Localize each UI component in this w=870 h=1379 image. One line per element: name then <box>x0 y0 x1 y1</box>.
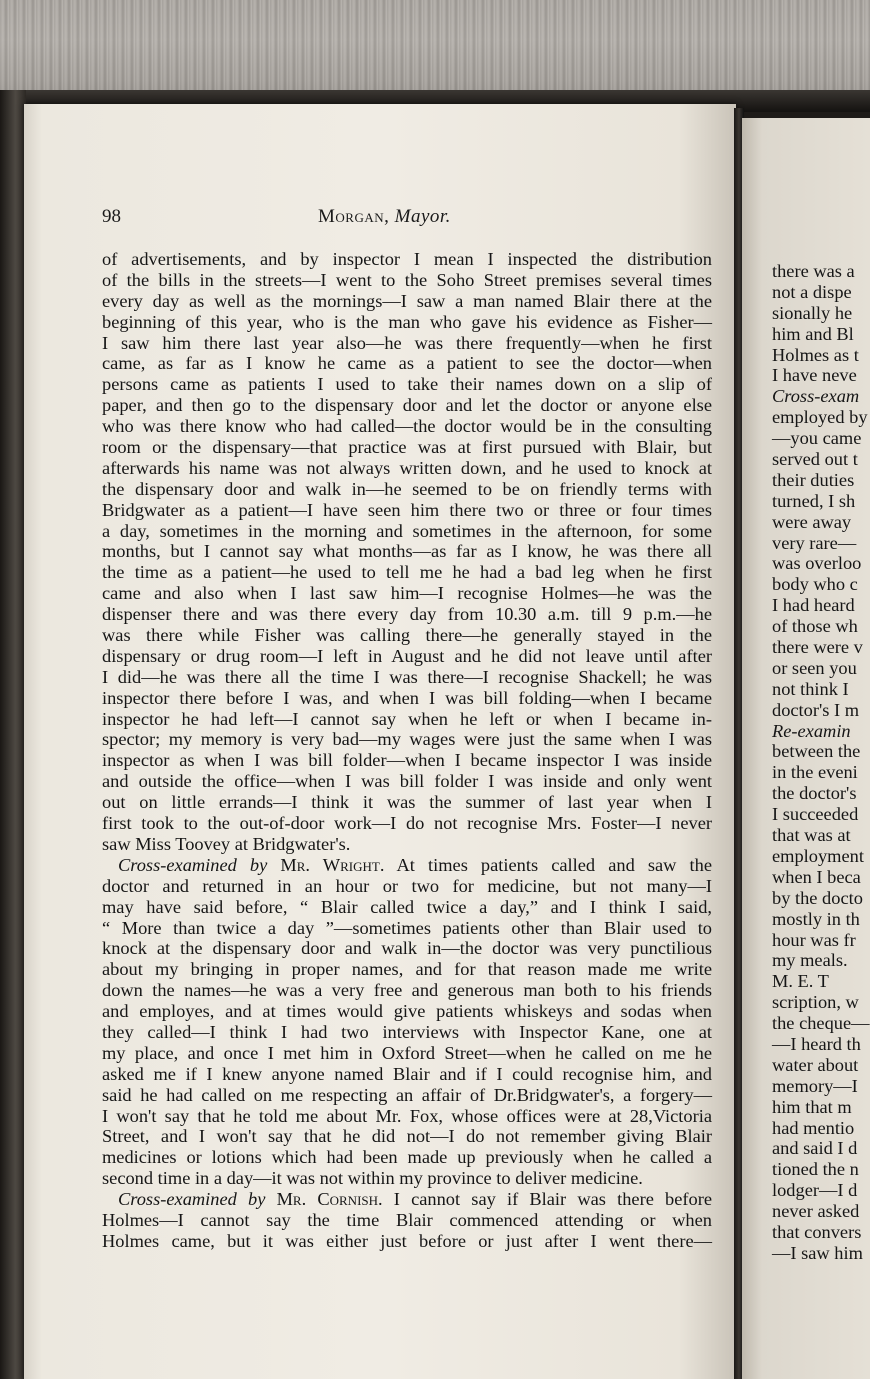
running-head <box>0 206 870 230</box>
text-line <box>102 1210 712 1231</box>
text-line <box>102 353 712 374</box>
facing-text-line <box>772 1201 870 1222</box>
line-text: may have said before, “ Blair called twice a day,” and I think I said, <box>102 896 712 917</box>
line-text: I cannot say if Blair was there before <box>382 1189 712 1210</box>
facing-line-text: mostly in th <box>772 908 860 929</box>
facing-line-text: him and Bl <box>772 323 854 344</box>
text-line <box>102 479 712 500</box>
running-head-office: Mayor. <box>394 206 451 227</box>
facing-line-text: doctor's I m <box>772 699 860 720</box>
facing-text-line <box>772 616 870 637</box>
line-text: knock at the dispensary door and walk in—the doctor was very punctilious <box>102 938 712 959</box>
line-text: At times patients called and saw the <box>384 854 713 875</box>
text-line <box>102 541 712 562</box>
facing-line-text: of those wh <box>772 616 858 637</box>
text-line <box>102 500 712 521</box>
line-text: and outside the office—when I was bill folder I was inside and only went <box>102 771 712 792</box>
facing-text-line <box>772 721 870 742</box>
facing-line-text: that convers <box>772 1221 862 1242</box>
line-text: paper, and then go to the dispensary door and let the doctor or anyone else <box>102 395 712 416</box>
facing-line-text: lodger—I d <box>772 1180 858 1201</box>
text-line <box>102 312 712 333</box>
facing-line-text: were away <box>772 511 852 532</box>
text-line <box>102 980 712 1001</box>
page-number: 98 <box>102 206 121 227</box>
line-text: doctor and returned in an hour or two for medicine, but not many—I <box>102 875 712 896</box>
facing-text-line <box>772 595 870 616</box>
facing-line-text: M. E. T <box>772 971 829 992</box>
facing-line-text: employed by <box>772 407 868 428</box>
line-text: the time as a patient—he used to tell me he had a bad leg when he first <box>102 562 712 583</box>
facing-text-line <box>772 741 870 762</box>
facing-line-text: their duties <box>772 469 855 490</box>
facing-text-line <box>772 345 870 366</box>
facing-line-text: scription, w <box>772 992 859 1013</box>
running-head-name: Morgan, <box>318 206 390 227</box>
facing-line-text: very rare— <box>772 532 857 553</box>
facing-line-text: never asked <box>772 1201 860 1222</box>
facing-text-line <box>772 324 870 345</box>
text-line <box>102 395 712 416</box>
line-text: inspector as when I was bill folder—when I became inspector I was inside <box>102 750 712 771</box>
text-line <box>102 729 712 750</box>
facing-line-text: memory—I <box>772 1075 858 1096</box>
facing-speaker-label: Re-examin <box>772 720 851 741</box>
facing-text-line <box>772 992 870 1013</box>
facing-line-text: between the <box>772 741 861 762</box>
text-line <box>102 750 712 771</box>
line-text: first took to the out-of-door work—I do not recognise Mrs. Foster—I never <box>102 813 712 834</box>
text-line <box>102 1022 712 1043</box>
line-text: inspector there before I was, and when I was bill folding—when I became <box>102 687 712 708</box>
facing-text-line <box>772 1076 870 1097</box>
text-line <box>102 1231 712 1252</box>
line-text: I saw him there last year also—he was there frequently—when he first <box>102 332 712 353</box>
line-text: beginning of this year, who is the man who gave his evidence as Fisher— <box>102 311 712 332</box>
text-line <box>102 1064 712 1085</box>
line-text: said he had called on me respecting an affair of Dr.Bridgwater's, a forgery— <box>102 1084 712 1105</box>
facing-line-text: water about <box>772 1054 859 1075</box>
facing-text-line <box>772 282 870 303</box>
line-text: was there while Fisher was calling there—he generally stayed in the <box>102 625 712 646</box>
facing-line-text: or seen you <box>772 657 857 678</box>
line-text: every day as well as the mornings—I saw a man named Blair there at the <box>102 290 712 311</box>
line-text: the dispensary door and walk in—he seemed to be on friendly terms with <box>102 478 712 499</box>
text-line <box>102 1085 712 1106</box>
line-text: they called—I think I had two interviews with Inspector Kane, one at <box>102 1021 712 1042</box>
facing-text-line <box>772 700 870 721</box>
facing-text-line <box>772 261 870 282</box>
facing-text-line <box>772 1118 870 1139</box>
facing-text-line <box>772 679 870 700</box>
line-text: medicines or lotions which had been made up previously when he called a <box>102 1147 712 1168</box>
facing-line-text: turned, I sh <box>772 490 856 511</box>
text-line <box>102 876 712 897</box>
line-text: my place, and once I met him in Oxford Street—when he called on me he <box>102 1042 712 1063</box>
facing-text-line <box>772 1013 870 1034</box>
line-text: came, as far as I know he came as a patient to see the doctor—when <box>102 353 712 374</box>
text-line <box>102 709 712 730</box>
line-text: who was there know who had called—the doctor would be in the consulting <box>102 416 712 437</box>
facing-line-text: hour was fr <box>772 929 856 950</box>
facing-line-text: not a dispe <box>772 281 852 302</box>
facing-line-text: my meals. <box>772 950 848 971</box>
facing-text-line <box>772 762 870 783</box>
facing-text-line <box>772 553 870 574</box>
facing-text-line <box>772 930 870 951</box>
text-line <box>102 1001 712 1022</box>
line-text: asked me if I knew anyone named Blair and if I could recognise him, and <box>102 1063 712 1084</box>
line-text: second time in a day—it was not within my province to deliver medicine. <box>102 1168 643 1189</box>
facing-line-text: body who c <box>772 574 858 595</box>
facing-line-text: —you came <box>772 428 862 449</box>
text-line <box>102 959 712 980</box>
book-top-edge <box>0 0 870 96</box>
line-text: afterwards his name was not always written down, and he used to knock at <box>102 457 712 478</box>
text-line <box>102 521 712 542</box>
text-line <box>102 1106 712 1127</box>
facing-text-line <box>772 533 870 554</box>
line-text: out on little errands—I think it was the summer of last year when I <box>102 792 712 813</box>
facing-line-text: Holmes as t <box>772 344 859 365</box>
facing-line-text: I have neve <box>772 365 857 386</box>
facing-text-line <box>772 909 870 930</box>
facing-line-text: served out t <box>772 449 858 470</box>
text-line <box>102 855 712 876</box>
left-page-edge <box>0 90 26 1379</box>
facing-text-line <box>772 867 870 888</box>
text-line <box>102 792 712 813</box>
running-head-title <box>318 206 451 228</box>
facing-text-line <box>772 365 870 386</box>
facing-line-text: I had heard <box>772 595 855 616</box>
facing-line-text: there were v <box>772 637 863 658</box>
line-text: of the bills in the streets—I went to the Soho Street premises several times <box>102 269 712 290</box>
text-line <box>102 333 712 354</box>
facing-line-text: him that m <box>772 1096 852 1117</box>
facing-text-line <box>772 512 870 533</box>
facing-text-line <box>772 1097 870 1118</box>
facing-line-text: —I heard th <box>772 1033 861 1054</box>
line-text: Holmes came, but it was either just before or just after I went there— <box>102 1230 712 1251</box>
line-text: and employes, and at times would give patients whiskeys and sodas when <box>102 1001 712 1022</box>
line-text: a day, sometimes in the morning and sometimes in the afternoon, for some <box>102 520 712 541</box>
text-line <box>102 667 712 688</box>
facing-text-line <box>772 1243 870 1264</box>
counsel-name: Mr. Cornish. <box>276 1189 383 1210</box>
facing-speaker-label: Cross-exam <box>772 386 860 407</box>
text-line <box>102 291 712 312</box>
text-line <box>102 834 712 855</box>
text-line <box>102 1168 712 1189</box>
speaker-label: Cross-examined by <box>118 854 268 875</box>
facing-text-line <box>772 783 870 804</box>
line-text: room or the dispensary—that practice was at first pursued with Blair, but <box>102 437 712 458</box>
text-line <box>102 1189 712 1210</box>
counsel-name: Mr. Wright. <box>280 854 385 875</box>
text-line <box>102 437 712 458</box>
line-text: of advertisements, and by inspector I mean I inspected the distribution <box>102 249 712 269</box>
facing-line-text: and said I d <box>772 1138 858 1159</box>
facing-line-text: by the docto <box>772 887 863 908</box>
facing-line-text: employment <box>772 845 864 866</box>
line-text: “ More than twice a day ”—sometimes patients other than Blair used to <box>102 917 712 938</box>
facing-text-line <box>772 971 870 992</box>
facing-line-text: when I beca <box>772 866 861 887</box>
text-line <box>102 938 712 959</box>
line-text: Street, and I won't say that he did not—I do not remember giving Blair <box>102 1126 712 1147</box>
speaker-label: Cross-examined by <box>118 1189 266 1210</box>
text-line <box>102 416 712 437</box>
line-text: came and also when I last saw him—I recognise Holmes—he was the <box>102 583 712 604</box>
text-line <box>102 1147 712 1168</box>
facing-text-line <box>772 1138 870 1159</box>
facing-text-line <box>772 574 870 595</box>
line-text: I won't say that he told me about Mr. Fox, whose offices were at 28,Victoria <box>102 1105 712 1126</box>
facing-text-line <box>772 804 870 825</box>
facing-text-line <box>772 303 870 324</box>
text-line <box>102 374 712 395</box>
facing-text-line <box>772 658 870 679</box>
line-text: down the names—he was a very free and generous man both to his friends <box>102 980 712 1001</box>
text-line <box>102 897 712 918</box>
line-text: inspector he had left—I cannot say when he left or when I became in- <box>102 708 712 729</box>
line-text: dispenser there and was there every day from 10.30 a.m. till 9 p.m.—he <box>102 604 712 625</box>
facing-line-text: the doctor's <box>772 783 857 804</box>
facing-line-text: in the eveni <box>772 762 858 783</box>
line-text: persons came as patients I used to take their names down on a slip of <box>102 374 712 395</box>
text-line <box>102 688 712 709</box>
testimony-text <box>102 249 712 1252</box>
line-text: Holmes—I cannot say the time Blair commenced attending or when <box>102 1209 712 1230</box>
text-line <box>102 249 712 270</box>
facing-text-line <box>772 888 870 909</box>
facing-line-text: was overloo <box>772 553 862 574</box>
line-text: Bridgwater as a patient—I have seen him there two or three or four times <box>102 499 712 520</box>
facing-line-text: tioned the n <box>772 1159 859 1180</box>
facing-text-line <box>772 950 870 971</box>
text-line <box>102 562 712 583</box>
facing-line-text: there was a <box>772 261 855 281</box>
facing-line-text: sionally he <box>772 302 853 323</box>
facing-line-text: I succeeded <box>772 804 859 825</box>
line-text: dispensary or drug room—I left in August and he did not leave until after <box>102 645 712 666</box>
text-line <box>102 1043 712 1064</box>
facing-page-text <box>772 261 870 1264</box>
facing-text-line <box>772 428 870 449</box>
facing-text-line <box>772 1159 870 1180</box>
line-text: months, but I cannot say what months—as far as I know, he was there all <box>102 541 712 562</box>
text-line <box>102 604 712 625</box>
text-line <box>102 918 712 939</box>
text-line <box>102 458 712 479</box>
facing-text-line <box>772 1222 870 1243</box>
facing-line-text: —I saw him <box>772 1242 863 1263</box>
text-line <box>102 583 712 604</box>
text-line <box>102 625 712 646</box>
facing-text-line <box>772 449 870 470</box>
facing-text-line <box>772 637 870 658</box>
text-line <box>102 813 712 834</box>
facing-text-line <box>772 1055 870 1076</box>
line-text: saw Miss Toovey at Bridgwater's. <box>102 833 351 854</box>
facing-text-line <box>772 470 870 491</box>
facing-text-line <box>772 1034 870 1055</box>
text-line <box>102 771 712 792</box>
facing-text-line <box>772 825 870 846</box>
facing-line-text: not think I <box>772 678 849 699</box>
facing-text-line <box>772 491 870 512</box>
line-text: about my bringing in proper names, and for that reason made me write <box>102 959 712 980</box>
facing-line-text: the cheque— <box>772 1013 870 1034</box>
facing-text-line <box>772 846 870 867</box>
line-text: I did—he was there all the time I was there—I recognise Shackell; he was <box>102 666 712 687</box>
text-line <box>102 270 712 291</box>
facing-text-line <box>772 1180 870 1201</box>
facing-line-text: that was at <box>772 825 851 846</box>
facing-text-line <box>772 386 870 407</box>
text-line <box>102 1126 712 1147</box>
facing-text-line <box>772 407 870 428</box>
line-text: spector; my memory is very bad—my wages were just the same when I was <box>102 729 712 750</box>
facing-line-text: had mentio <box>772 1117 855 1138</box>
text-line <box>102 646 712 667</box>
